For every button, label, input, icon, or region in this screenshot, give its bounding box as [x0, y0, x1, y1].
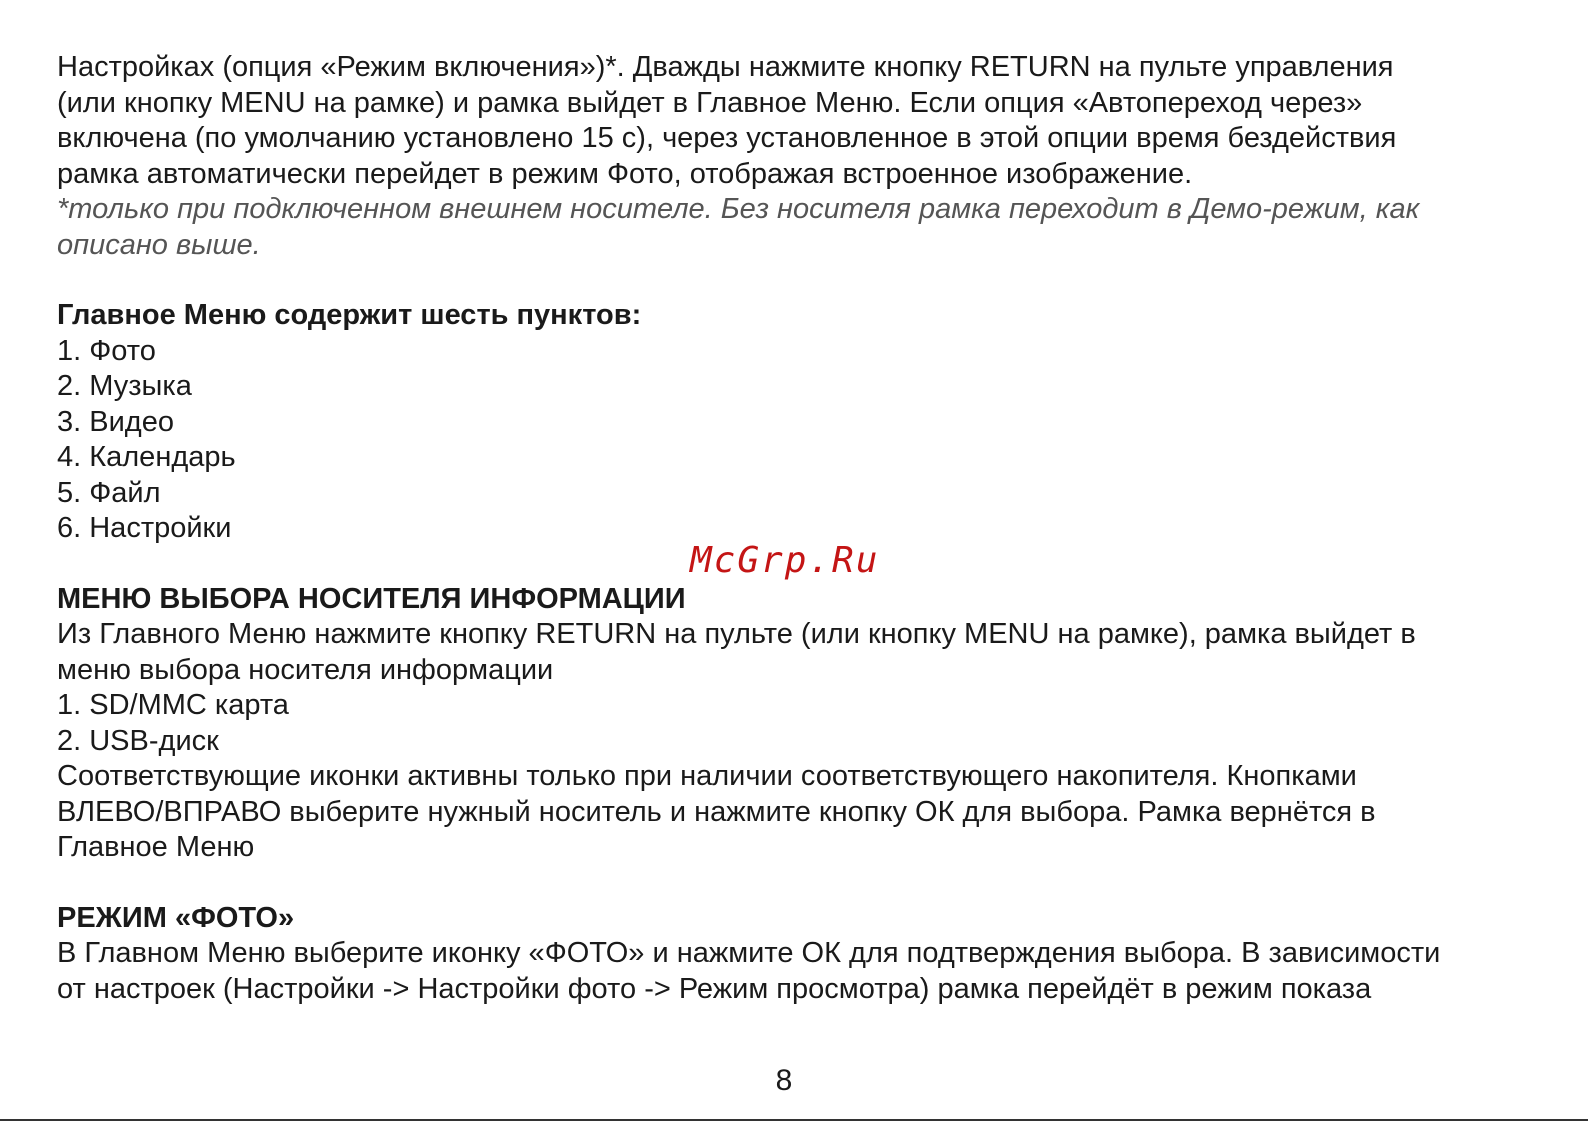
list-item: 2. USB-диск: [57, 724, 219, 757]
watermark-text: McGrp.Ru: [690, 540, 880, 581]
media-menu-outro-line: ВЛЕВО/ВПРАВО выберите нужный носитель и нажмите кнопку ОК для выбора. Рамка вернётся в: [57, 795, 1376, 828]
media-menu-intro-line: меню выбора носителя информации: [57, 653, 554, 686]
list-item: 1. Фото: [57, 334, 156, 367]
intro-line: Настройках (опция «Режим включения»)*. Дважды нажмите кнопку RETURN на пульте управления: [57, 51, 1394, 83]
media-menu-outro-line: Главное Меню: [57, 831, 255, 863]
page-number: 8: [775, 1064, 793, 1097]
list-item: 3. Видео: [57, 405, 174, 438]
intro-line: включена (по умолчанию установлено 15 с), через установленное в этой опции время бездействия: [57, 122, 1397, 154]
photo-mode-line: от настроек (Настройки -> Настройки фото -> Режим просмотра) рамка перейдёт в режим показа: [57, 972, 1372, 1005]
intro-line: (или кнопку MENU на рамке) и рамка выйдет в Главное Меню. Если опция «Автопереход через»: [57, 86, 1363, 119]
intro-section: [57, 50, 1557, 263]
footnote-line: описано выше.: [57, 228, 261, 261]
document-body: [57, 50, 1557, 1007]
photo-mode-section: [57, 901, 1557, 1008]
list-item: 4. Календарь: [57, 441, 236, 473]
intro-line: рамка автоматически перейдет в режим Фото, отображая встроенное изображение.: [57, 157, 1193, 190]
media-menu-intro-line: Из Главного Меню нажмите кнопку RETURN на пульте (или кнопку MENU на рамке), рамка выйдет в: [57, 618, 1416, 650]
list-item: 2. Музыка: [57, 370, 192, 402]
bottom-divider: [0, 1119, 1588, 1121]
footnote-line: *только при подключенном внешнем носителе. Без носителя рамка переходит в Демо-режим, как: [57, 193, 1420, 225]
media-menu-outro-line: Соответствующие иконки активны только при наличии соответствующего накопителя. Кнопками: [57, 760, 1357, 792]
media-menu-section: [57, 582, 1557, 866]
main-menu-section: [57, 298, 1557, 547]
media-menu-heading: МЕНЮ ВЫБОРА НОСИТЕЛЯ ИНФОРМАЦИИ: [57, 582, 686, 615]
main-menu-heading: Главное Меню содержит шесть пунктов:: [57, 299, 642, 331]
photo-mode-heading: РЕЖИМ «ФОТО»: [57, 901, 295, 934]
photo-mode-line: В Главном Меню выберите иконку «ФОТО» и нажмите ОК для подтверждения выбора. В зависимости: [57, 937, 1441, 969]
section-gap: [57, 866, 1557, 901]
list-item: 6. Настройки: [57, 512, 232, 544]
section-gap: [57, 263, 1557, 298]
list-item: 1. SD/MMC карта: [57, 689, 289, 721]
list-item: 5. Файл: [57, 476, 161, 509]
